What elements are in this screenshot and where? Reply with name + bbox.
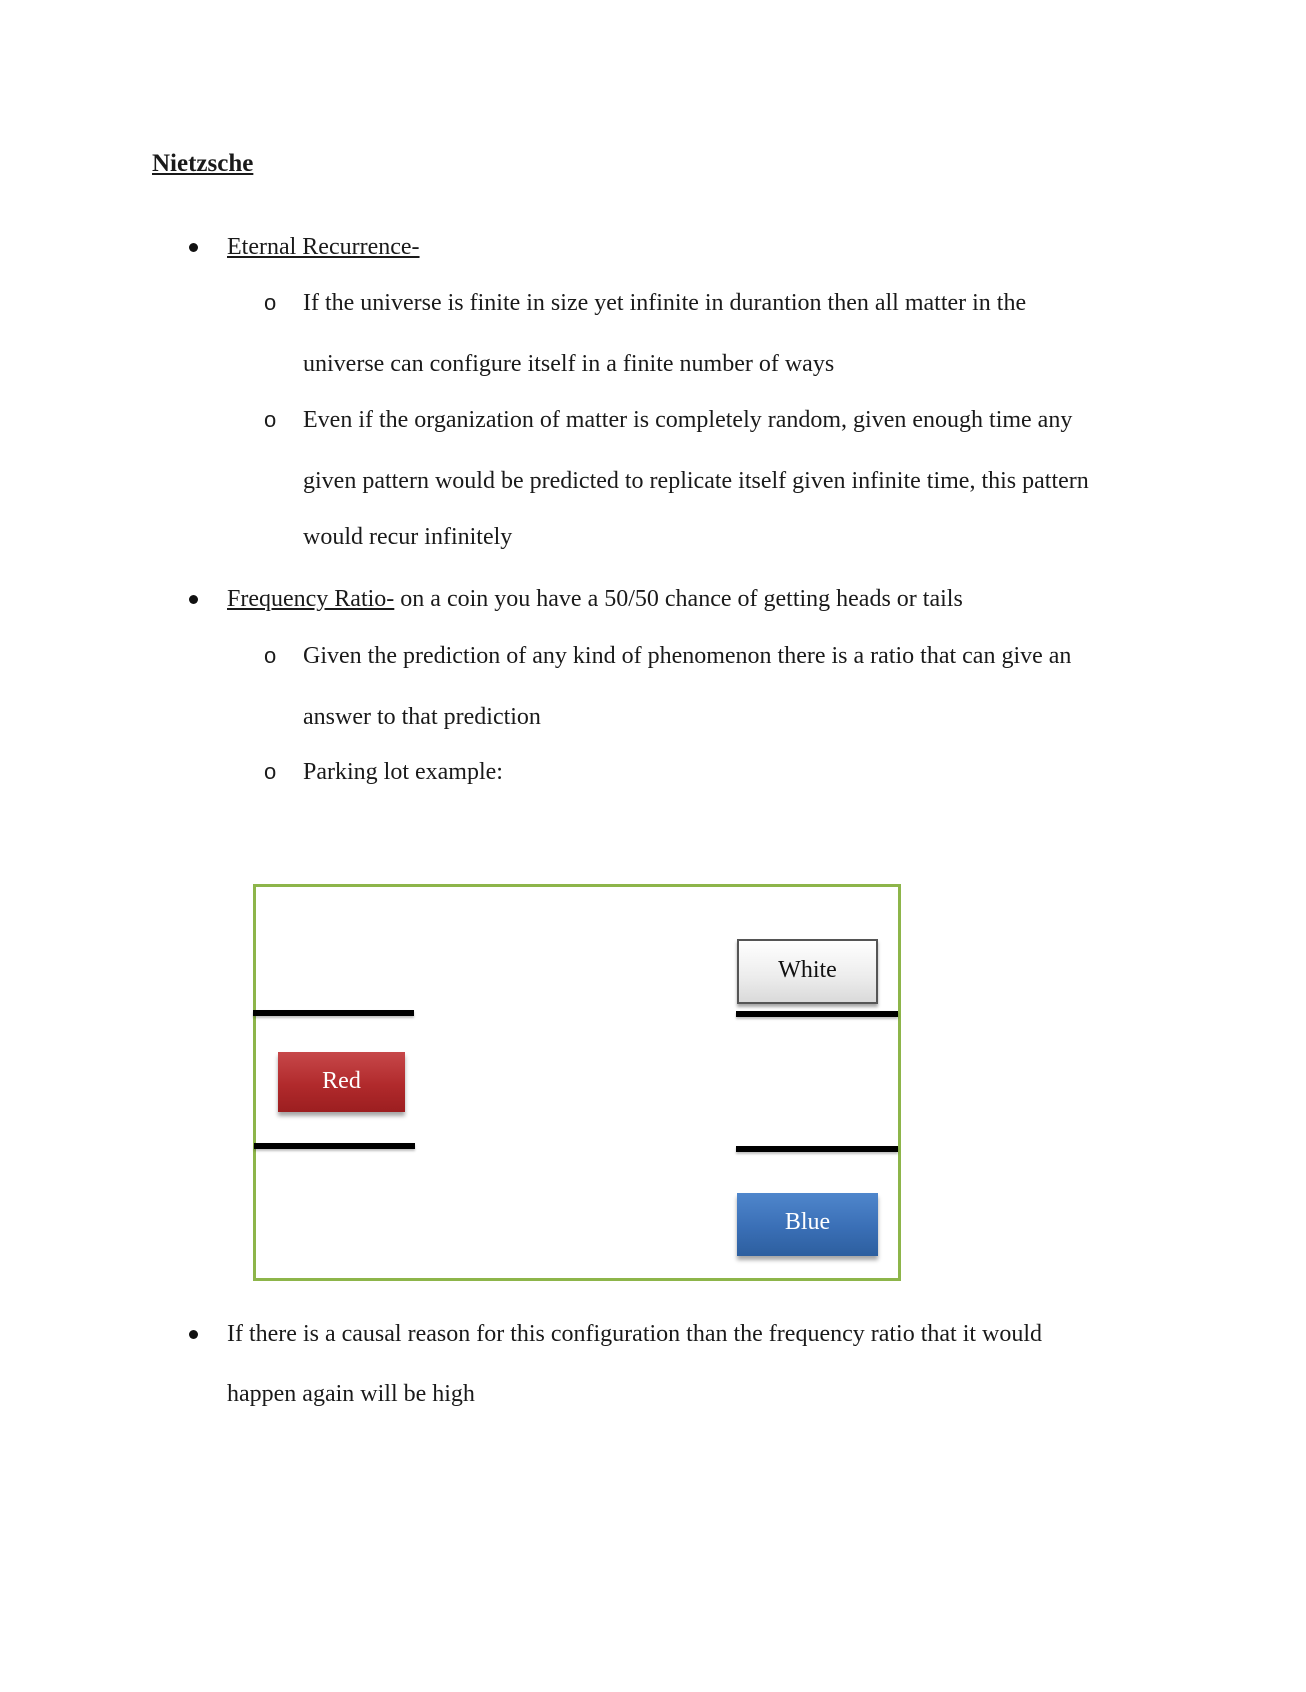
eternal-sub2-line3: would recur infinitely	[303, 524, 513, 550]
causal-line2: happen again will be high	[227, 1381, 475, 1407]
sub-bullet-marker: o	[264, 643, 277, 668]
eternal-sub2-line2: given pattern would be predicted to replicate itself given infinite time, this pattern	[303, 468, 1089, 494]
white-car: White	[737, 939, 878, 1004]
frequency-sub1-line2: answer to that prediction	[303, 704, 541, 730]
frequency-ratio-label: Frequency Ratio-	[227, 586, 395, 612]
frequency-ratio-line	[227, 585, 963, 613]
sub-bullet-marker: o	[264, 290, 277, 315]
parking-divider	[736, 1011, 898, 1017]
bullet-dot	[189, 1330, 198, 1339]
frequency-sub2-line1: Parking lot example:	[303, 759, 503, 785]
eternal-sub2-line1: Even if the organization of matter is completely random, given enough time any	[303, 407, 1073, 433]
bullet-dot	[189, 243, 198, 252]
page-title: Nietzsche	[152, 150, 254, 177]
red-car: Red	[278, 1052, 405, 1112]
sub-bullet-marker: o	[264, 407, 277, 432]
eternal-sub1-line1: If the universe is finite in size yet infinite in durantion then all matter in the	[303, 290, 1027, 316]
bullet-dot	[189, 595, 198, 604]
parking-divider	[736, 1146, 898, 1152]
sub-bullet-marker: o	[264, 759, 277, 784]
eternal-recurrence-label: Eternal Recurrence-	[227, 234, 420, 260]
frequency-ratio-text: on a coin you have a 50/50 chance of getting heads or tails	[394, 586, 963, 612]
parking-divider	[254, 1143, 415, 1149]
eternal-sub1-line2: universe can configure itself in a finite number of ways	[303, 351, 835, 377]
causal-line1: If there is a causal reason for this configuration than the frequency ratio that it would	[227, 1321, 1043, 1347]
blue-car: Blue	[737, 1193, 878, 1256]
parking-divider	[253, 1010, 414, 1016]
frequency-sub1-line1: Given the prediction of any kind of phenomenon there is a ratio that can give an	[303, 643, 1072, 669]
